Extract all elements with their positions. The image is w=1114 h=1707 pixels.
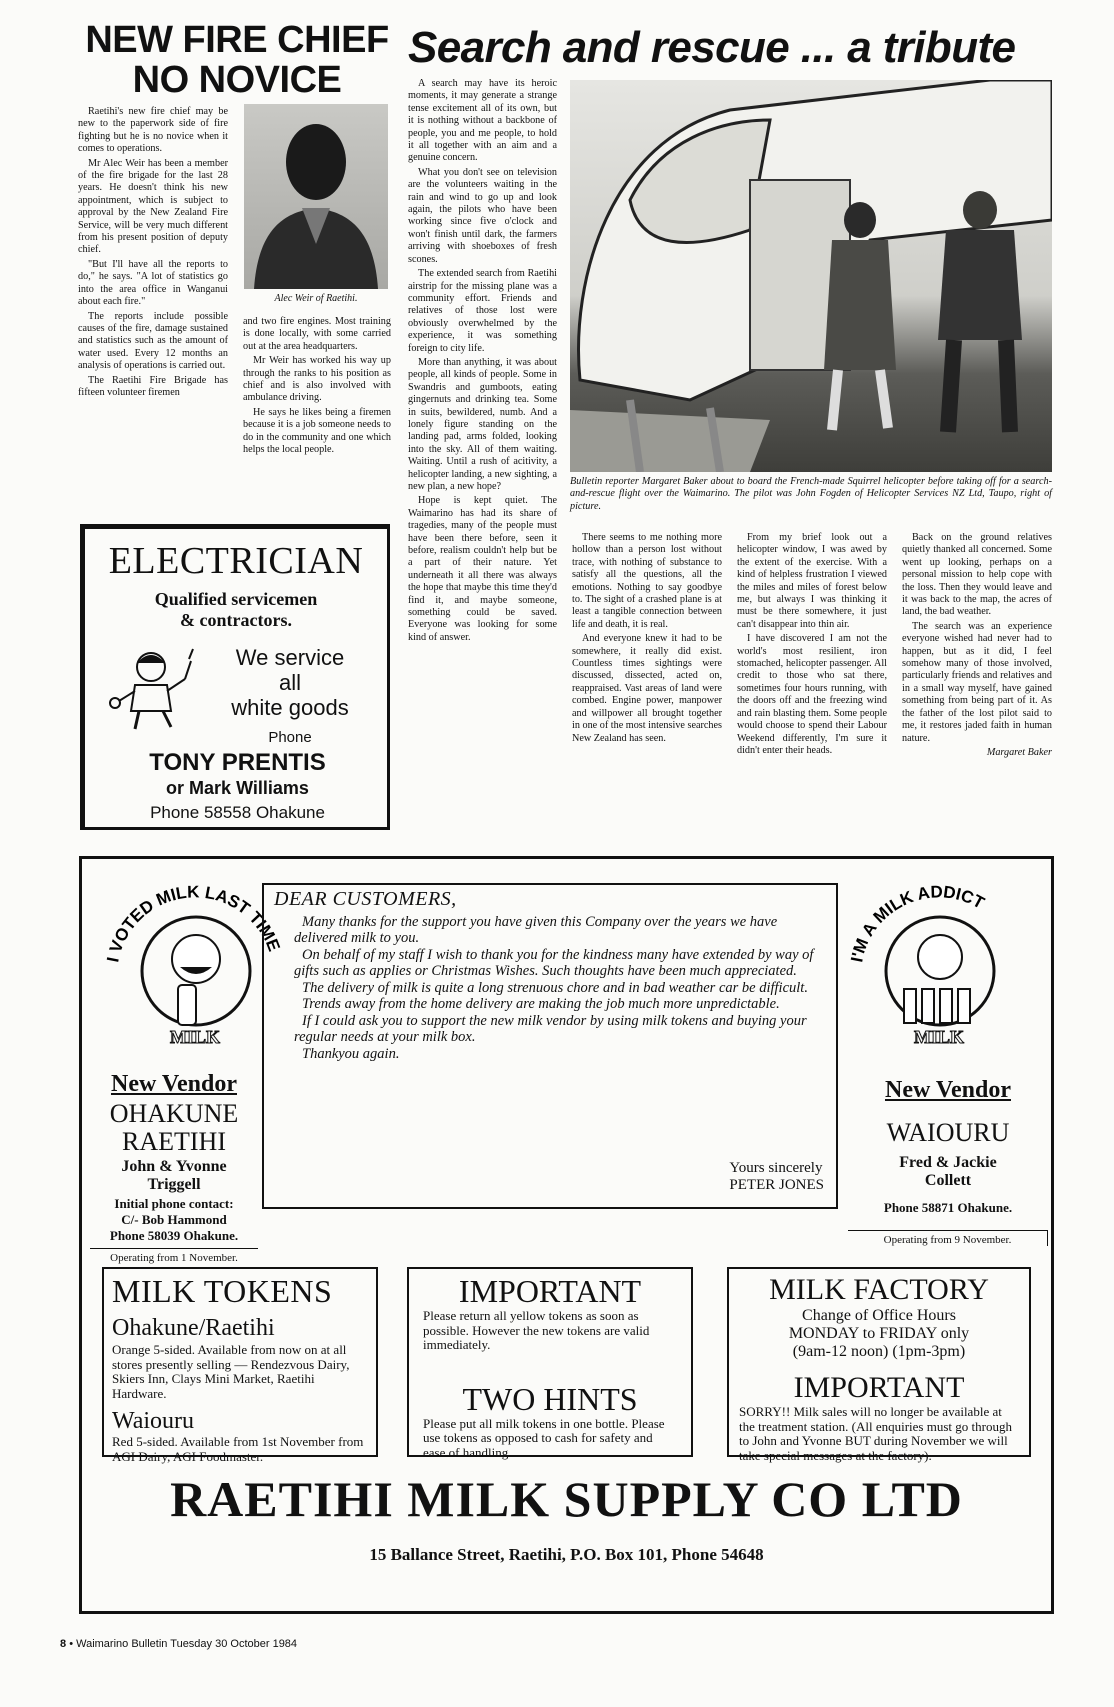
fire-photo-caption: Alec Weir of Raetihi. [274, 293, 358, 304]
electrician-alt-name: or Mark Williams [166, 778, 309, 798]
milk-tokens-title: MILK TOKENS [112, 1273, 333, 1309]
right-place: WAIOURU [886, 1118, 1010, 1147]
milk-arc-right-text: I'M A MILK ADDICT [847, 882, 988, 964]
electrician-line2: & contractors. [180, 610, 292, 630]
electrician-service: We service all white goods [231, 645, 349, 720]
fire-column-2: and two fire engines. Most training is done locally, with some carried out at the area headquarters. Mr Weir has worked his way up through the ranks to his position as chief and is also involved with ambulance driving. He says he likes being a firemen because it is a job someone needs to do in the community and one which helps the local people. [243, 316, 391, 456]
two-hints-title: TWO HINTS [462, 1380, 638, 1417]
factory-important-title: IMPORTANT [793, 1371, 965, 1404]
rescue-column-3: From my brief look out a helicopter window, I was awed by the extent of the exercise. With a kind of helpless frustration I viewed the miles and miles of forest below me, but always I was thinking it must be there somewhere, it just can't disappear into thin air. I have discovered I am not the world's most resilient, iron stomached, helicopter passenger. All credit to those who sat there, sometimes four hours running, with the doors off and the freezing wind and rain blasting them. Some people would choose to spend their Labour Weekend differently, I'm sure it didn't enter their heads. [737, 532, 887, 756]
letter-signature: Yours sincerely PETER JONES [729, 1160, 824, 1193]
electrician-ad [80, 524, 390, 830]
page-number: 8 [60, 1638, 67, 1650]
electrician-cartoon-icon [105, 641, 197, 733]
fire-headline-line1: NEW FIRE CHIEF [85, 19, 389, 61]
milk-tokens-box: MILK TOKENS Ohakune/Raetihi Orange 5-sided. Available from now on at all stores presently selling — Rendezvous Dairy, Skiers Inn, Clays Mini Market, Raetihi Hardware. Waiouru Red 5-sided. Available from 1st November from AGI Dairy, AGI Foodmaster. [102, 1267, 378, 1457]
milk-supply-ad [79, 856, 1054, 1614]
milk-arc-left-text: I VOTED MILK LAST TIME [103, 882, 284, 964]
customer-letter: DEAR CUSTOMERS, Many thanks for the support you have given this Company over the years we have delivered milk to you. On behalf of my staff I wish to thank you for the kindness many have extended by way of gifts such as applies or Christmas Wishes. Such thoughts have been much appreciated. The delivery of milk is quite a long strenuous chore and in bad weather car be difficult. Trends away from the home delivery are making the job much more unpredictable. If I could ask you to support the new milk vendor by using milk tokens and buying your regular needs at your milk box. Thankyou again. Yours sincerely PETER JONES [262, 883, 838, 1209]
fire-headline [78, 20, 396, 100]
rescue-column-1: A search may have its heroic moments, it may generate a strange tense excitement all of its own, but it is nothing without a backbone of people, you and me people, to hold it all together with an aim and a genuine concern. What you don't see on television are the volunteers waiting in the rain and wind to go up and look again, the pilots who have been working since five o'clock and won't finish until dark, the farmers arriving with shoeboxes of fresh scones. The extended search from Raetihi airstrip for the missing plane was a community effort. Friends and relatives of those lost were obviously overwhelmed by the experience, it was something foreign to city life. More than anything, it was about people, all kinds of people. Some in Swandris and gumboots, eating gingernuts and drinking tea. Some in suits, bewildered, numb. And a lonely figure standing on the landing pad, arms folded, looking into the sky. All of them waiting. Waiting. Until a rush of acitivity, a helicopter landing, a new sighting, a new plan, a new hope? Hope is kept quiet. The Waimarino has had its share of tragedies, many of the people must have been there before, seen it before, realism couldn't help but be a part of their nature. Yet underneath it all there was always the hope that maybe this time they'd find it, and maybe someone, something could be saved. Everyone was looking for some kind of answer. [408, 78, 557, 643]
portrait-figure-icon [244, 104, 388, 289]
page-footer: 8 • Waimarino Bulletin Tuesday 30 October 1984 [60, 1638, 298, 1650]
rescue-byline: Margaret Baker [986, 746, 1052, 758]
helicopter-photo [570, 80, 1052, 472]
rescue-column-2: There seems to me nothing more hollow than a person lost without trace, with nothing of substance to satisfy all the questions, all the emotions. Nothing to say goodbye to. The sight of a crashed plane is at least a tangible connection between life and death, it is real. And everyone knew it had to be somewhere, it really did exist. Countless times sightings were discussed, dissected, acted on, reappraised. Vast areas of land were combed. Engine power, manpower and willpower all brought together in one of the most intensive searches New Zealand has seen. [572, 532, 722, 744]
electrician-line1: Qualified servicemen [154, 589, 318, 609]
left-new-vendor: New Vendor [110, 1071, 237, 1097]
milk-logo-right: MILK [914, 1027, 965, 1047]
helicopter-scene-icon [570, 80, 1052, 472]
fire-column-1: Raetihi's new fire chief may be new to the paperwork side of fire fighting but he is no novice when it comes to operations. Mr Alec Weir has been a member of the fire brigade for the last 28 years. He doesn't think his new appointment, which is subject to approval by the New Zealand Fire Service, will be very much different from his present position of deputy chief. "But I'll have all the reports to do," he says. "A lot of statistics go into the area office in Wanganui about each fire." The reports include possible causes of the fire, damage sustained and statistics such as the amount of water used. Every 12 months an analysis of operations is carried out. The Raetihi Fire Brigade has fifteen volunteer firemen [78, 106, 228, 398]
electrician-title: ELECTRICIAN [108, 540, 364, 582]
electrician-name: TONY PRENTIS [149, 749, 326, 776]
electrician-phone: Phone 58558 Ohakune [150, 803, 325, 822]
rescue-photo-caption: Bulletin reporter Margaret Baker about to board the French-made Squirrel helicopter before taking off for a search-and-rescue flight over the Waimarino. The pilot was John Fogden of Helicopter Services NZ Ltd, Taupo, right of picture. [570, 476, 1052, 512]
left-place1: OHAKUNE [109, 1099, 239, 1128]
left-operating: Operating from 1 November. [90, 1248, 258, 1264]
milk-logo-left: MILK [170, 1027, 221, 1047]
important-title: IMPORTANT [458, 1273, 642, 1309]
fire-headline-line2: NO NOVICE [132, 59, 342, 101]
rescue-column-4: Back on the ground relatives quietly thanked all concerned. Some went up looking, perhaps on a personal mission to help cope with the loss. Then they would leave and it was back to the map, the acres of land, the bad weather. The search was an experience everyone wished had never had to happen, but as it did, I feel somehow many of those involved, particularly friends and relatives and in a small way myself, have gained something from being part of it. As the father of the lost pilot said to me, it restores jaded faith in human nature. Margaret Baker [902, 532, 1052, 758]
milk-cartoon-right-icon [844, 871, 1034, 1047]
milk-factory-box: MILK FACTORY Change of Office Hours MONDAY to FRIDAY only (9am-12 noon) (1pm-3pm) IMPORTANT SORRY!! Milk sales will no longer be available at the treatment station. (All enquiries must go through to John and Yvonne BUT during November we will take special messages at the factory). [727, 1267, 1031, 1457]
right-new-vendor: New Vendor [884, 1077, 1011, 1103]
milk-factory-title: MILK FACTORY [769, 1273, 989, 1306]
left-place2: RAETIHI [122, 1127, 226, 1156]
electrician-phone-label: Phone [268, 729, 312, 746]
company-address: 15 Ballance Street, Raetihi, P.O. Box 101, Phone 54648 [369, 1545, 764, 1564]
alec-weir-photo [244, 104, 388, 289]
right-vendor: New Vendor WAIOURU Fred & Jackie Collett Phone 58871 Ohakune. Operating from 9 November. [848, 1077, 1048, 1246]
right-operating: Operating from 9 November. [848, 1230, 1048, 1246]
left-vendor: New Vendor OHAKUNE RAETIHI John & Yvonne Triggell Initial phone contact: C/- Bob Hammond Phone 58039 Ohakune. Operating from 1 November. [90, 1071, 258, 1264]
rescue-headline: Search and rescue ... a tribute [408, 23, 1016, 72]
important-box: IMPORTANT Please return all yellow tokens as soon as possible. However the new tokens are valid immediately. TWO HINTS Please put all milk tokens in one bottle. Please use tokens as opposed to cash for safety and ease of handling. [407, 1267, 693, 1457]
company-name: RAETIHI MILK SUPPLY CO LTD [170, 1471, 963, 1527]
publication-dateline: Waimarino Bulletin Tuesday 30 October 1984 [76, 1638, 298, 1650]
letter-salutation: DEAR CUSTOMERS, [274, 888, 457, 910]
